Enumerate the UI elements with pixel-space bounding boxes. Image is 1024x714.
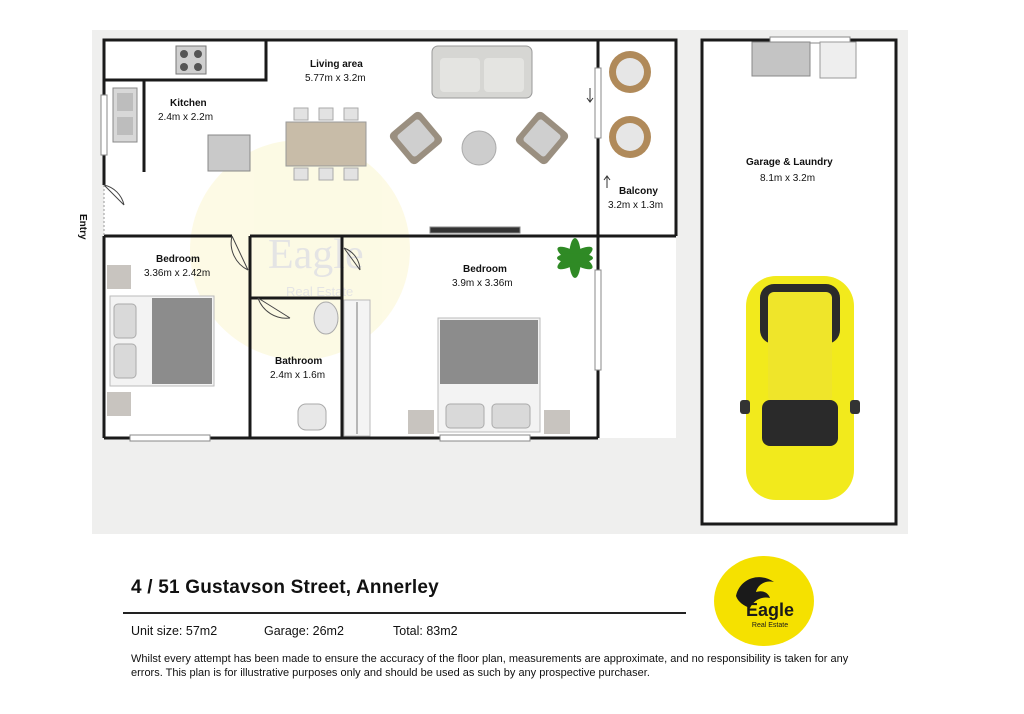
balcony-size: 3.2m x 1.3m bbox=[608, 200, 664, 211]
total-size: Total: 83m2 bbox=[393, 624, 458, 638]
bedroom2-size: 3.9m x 3.36m bbox=[452, 278, 513, 289]
balcony-chair-1 bbox=[609, 51, 651, 93]
divider bbox=[123, 612, 686, 614]
bedroom1-name: Bedroom bbox=[156, 254, 200, 265]
coffee-table bbox=[462, 131, 496, 165]
garage-name: Garage & Laundry bbox=[746, 157, 833, 168]
property-address: 4 / 51 Gustavson Street, Annerley bbox=[131, 577, 439, 598]
area-summary bbox=[131, 624, 458, 638]
fridge bbox=[208, 135, 250, 171]
balcony-name: Balcony bbox=[619, 186, 658, 197]
bedroom1-size: 3.36m x 2.42m bbox=[144, 268, 211, 279]
bedroom2-name: Bedroom bbox=[463, 264, 507, 275]
garage-size-total: Garage: 26m2 bbox=[264, 624, 344, 638]
kitchen-sink bbox=[113, 88, 137, 142]
watermark-subtitle: Real Estate bbox=[286, 284, 354, 299]
entry-label: Entry bbox=[77, 214, 88, 240]
living-area-size: 5.77m x 3.2m bbox=[305, 73, 366, 84]
garage-size: 8.1m x 3.2m bbox=[760, 173, 816, 184]
watermark-title: Eagle bbox=[268, 232, 364, 278]
balcony-chair-2 bbox=[609, 116, 651, 158]
kitchen-name: Kitchen bbox=[170, 98, 207, 109]
bathroom-name: Bathroom bbox=[275, 356, 323, 367]
car-icon bbox=[740, 276, 860, 500]
brand-logo bbox=[714, 556, 814, 646]
living-area-name: Living area bbox=[310, 59, 363, 70]
bathroom-size: 2.4m x 1.6m bbox=[270, 370, 326, 381]
laundry-fixtures bbox=[752, 42, 856, 78]
sofa bbox=[432, 46, 532, 98]
cooktop bbox=[176, 46, 206, 74]
kitchen-size: 2.4m x 2.2m bbox=[158, 112, 214, 123]
logo-tagline: Real Estate bbox=[751, 622, 789, 629]
unit-size: Unit size: 57m2 bbox=[131, 624, 218, 638]
wardrobe bbox=[344, 300, 370, 436]
dining-table bbox=[286, 108, 366, 180]
disclaimer: Whilst every attempt has been made to ensure the accuracy of the floor plan, measurements are approximate, and no responsibility is taken for any errors. This plan is for illustrative purposes only and should be used as such by any prospective purchaser. bbox=[131, 653, 849, 679]
logo-name: Eagle bbox=[745, 600, 795, 620]
